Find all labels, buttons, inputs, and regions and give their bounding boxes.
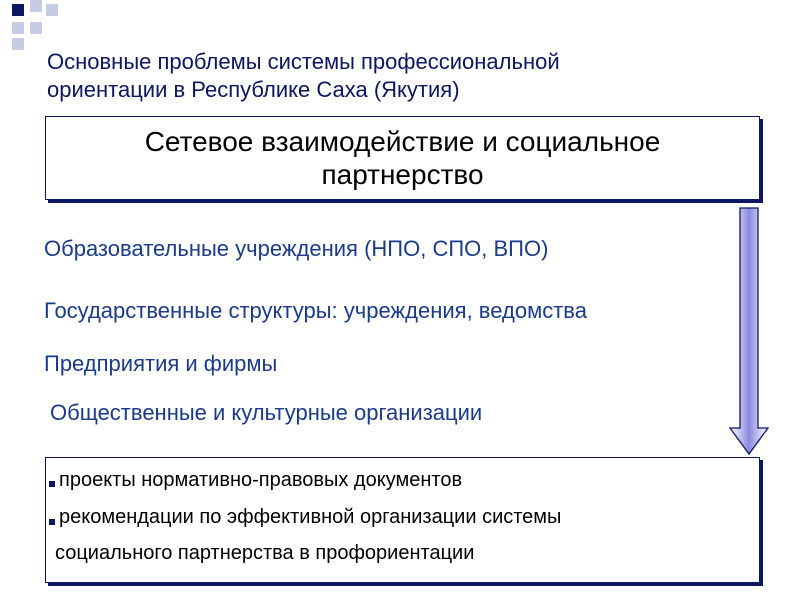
network-partnership-line1: Сетевое взаимодействие и социальное	[144, 126, 661, 157]
result-line-3: социального партнерства в профориентации	[55, 542, 475, 564]
slide-title	[47, 48, 767, 104]
slide-title-line1: Основные проблемы системы профессиональной	[47, 49, 560, 74]
slide-title-line2: ориентации в Республике Саха (Якутия)	[47, 77, 460, 102]
item-state-structures: Государственные структуры: учреждения, ведомства	[44, 298, 587, 323]
item-public-organizations: Общественные и культурные организации	[50, 400, 483, 425]
results-box	[45, 457, 760, 583]
down-arrow-icon	[728, 206, 772, 456]
item-enterprises: Предприятия и фирмы	[44, 351, 278, 376]
network-partnership-line2: партнерство	[321, 159, 484, 190]
result-line-1: проекты нормативно-правовых документов	[59, 469, 463, 491]
bullet-square-icon	[49, 519, 55, 525]
item-educational-institutions: Образовательные учреждения (НПО, СПО, ВПО)	[44, 236, 549, 261]
network-partnership-box	[45, 116, 760, 200]
bullet-square-icon	[49, 481, 55, 487]
result-line-2: рекомендации по эффективной организации системы	[59, 506, 562, 528]
